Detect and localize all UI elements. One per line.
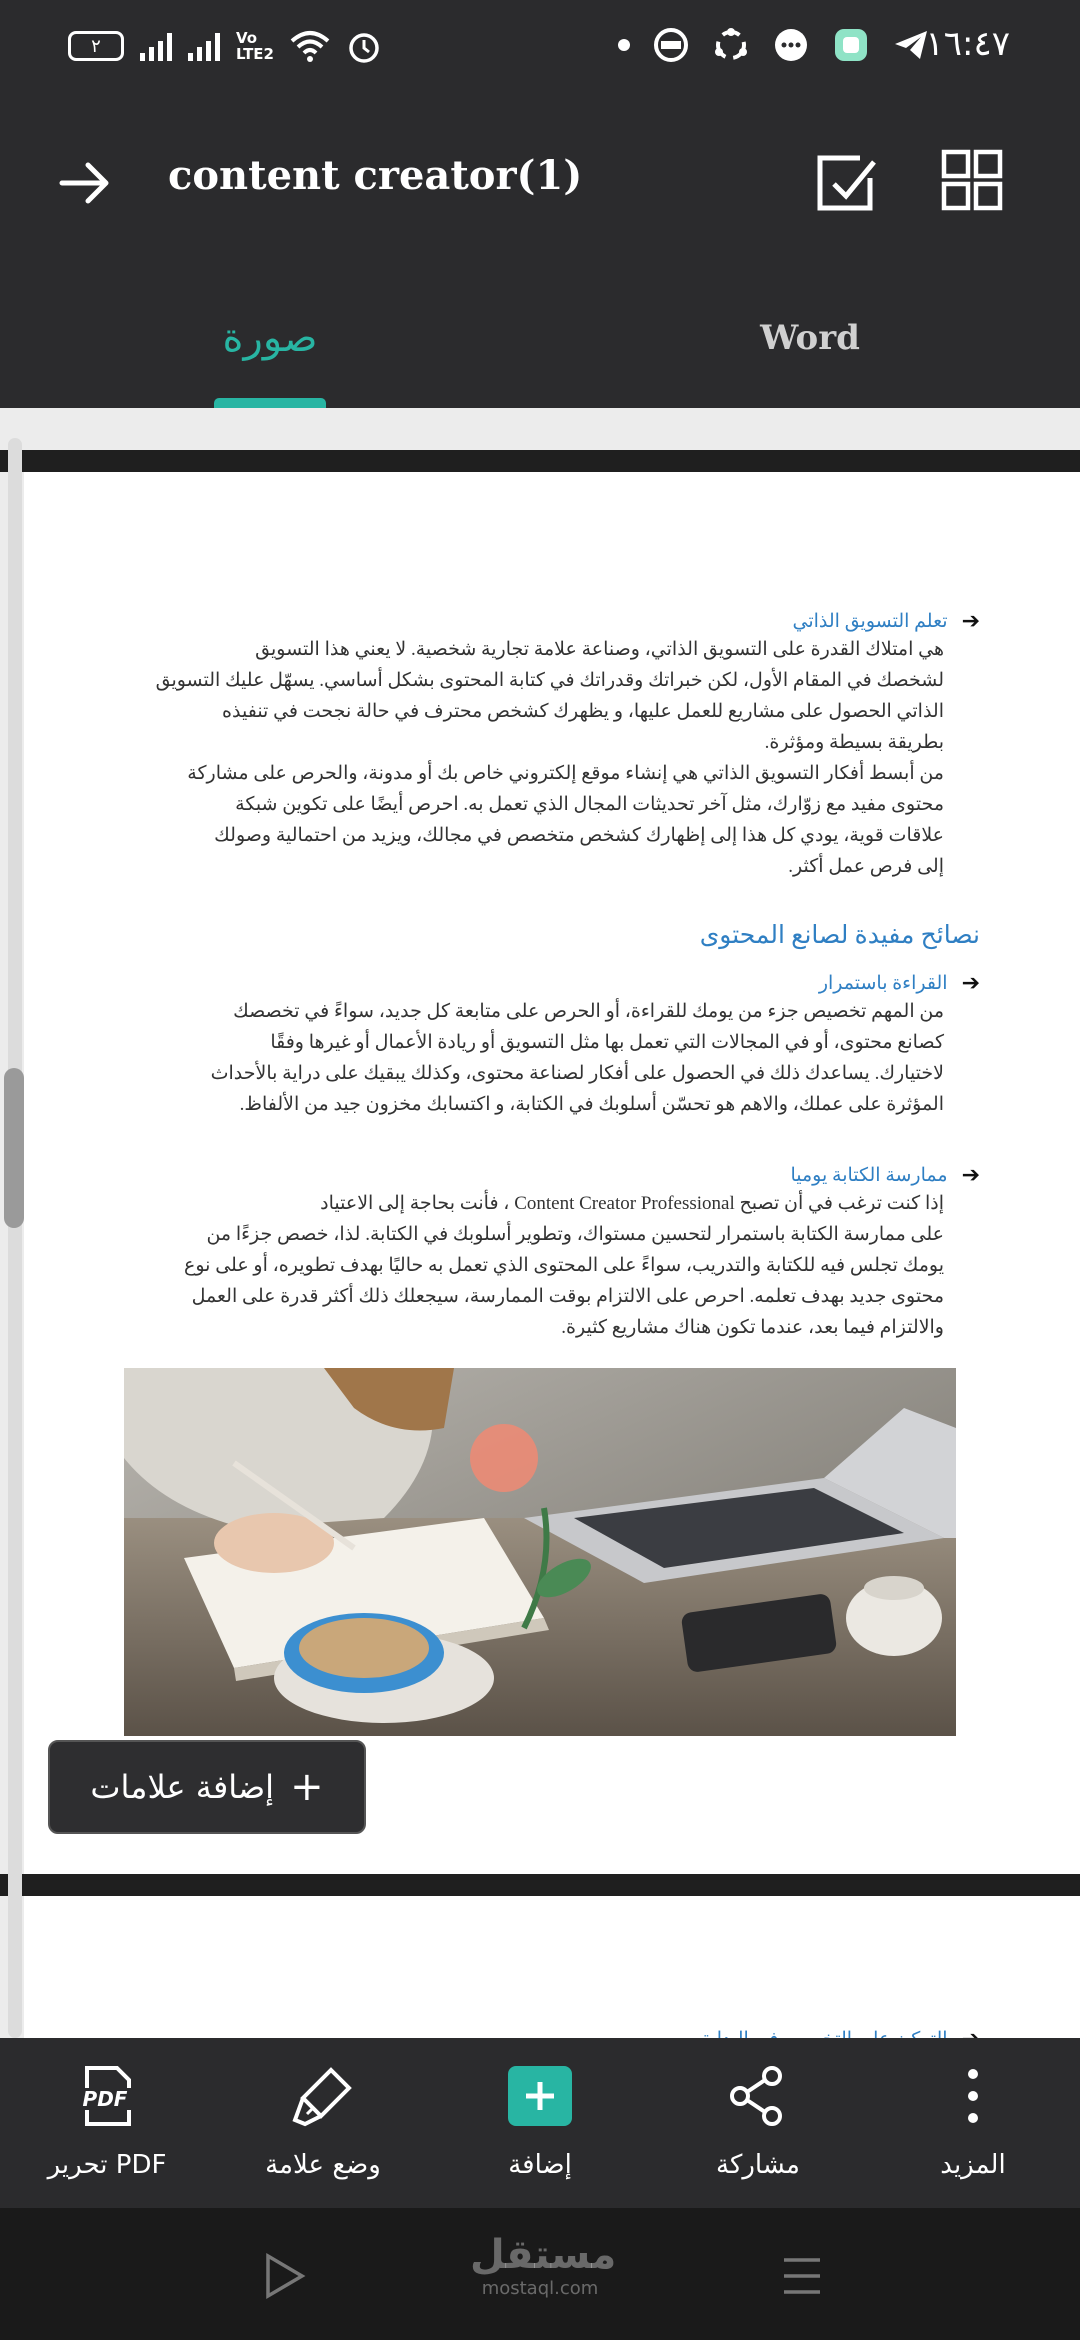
document-title: content creator(1): [168, 152, 583, 199]
pdf-icon-text: PDF: [82, 2087, 128, 2111]
battery-level: ٢: [91, 35, 101, 57]
section-daily-writing: [124, 1162, 980, 1343]
heading-text: ممارسة الكتابة يوميا: [790, 1164, 948, 1186]
text-line: إلى فرص عمل أكثر.: [788, 856, 944, 877]
nav-back-triangle-icon[interactable]: [256, 2248, 312, 2304]
text-line: من أبسط أفكار التسويق الذاتي هي إنشاء موقع إلكتروني خاص بك أو مدونة، والحرص على مشاركة: [187, 763, 944, 784]
text-line: محتوى مفيد مع زوّارك، مثل آخر تحديثات المجال الذي تعمل به. احرص أيضًا على تكوين شبكة: [235, 794, 944, 815]
status-right-icons: [618, 26, 930, 64]
select-check-icon[interactable]: [810, 148, 880, 218]
add-button[interactable]: [445, 2064, 635, 2194]
page-separator: [0, 450, 1080, 472]
text-line: يومك تجلس فيه للكتابة والتدريب، سواءً على المحتوى الذي تعمل به حاليًا بهدف تطويره، أو على نوع: [184, 1255, 944, 1276]
text-line: كصانع محتوى، أو في المجالات التي تعمل بها مثل التسويق أو ريادة الأعمال أو غيرها وفقًا: [270, 1032, 944, 1053]
bullet-arrow-icon: ➔: [961, 1162, 980, 1187]
mark-label: وضع علامة: [265, 2150, 381, 2180]
status-bar: [0, 0, 1080, 96]
system-navigation-bar: [0, 2208, 1080, 2340]
text-line: المؤثرة على عملك، والاهم هو تحسّن أسلوبك في الكتابة، و اكتسابك مخزون جيد من الألفاظ.: [239, 1094, 944, 1115]
text-line: من المهم تخصيص جزء من يومك للقراءة، أو الحرص على متابعة كل جديد، سواءً في تخصصك: [233, 1001, 944, 1022]
text-line: بطريقة بسيطة ومؤثرة.: [764, 732, 944, 753]
chat-icon: [772, 26, 810, 64]
document-photo: [124, 1368, 956, 1736]
bullet-heading: [124, 1162, 980, 1188]
share-label: مشاركة: [716, 2150, 800, 2180]
text-line: إذا كنت ترغب في أن تصبح Content Creator Professional ، فأنت بحاجة إلى الاعتياد: [320, 1193, 944, 1214]
bullet-arrow-icon: ➔: [961, 970, 980, 995]
heading-text: تعلم التسويق الذاتي: [792, 610, 948, 632]
text-line: لشخصك في المقام الأول، لكن خبراتك وقدراتك في كتابة المحتوى بشكل أساسي. يسهّل عليك التسويق: [155, 670, 944, 691]
app-icon: [832, 26, 870, 64]
bullet-heading: [124, 970, 980, 996]
text-line: الذاتي الحصول على مشاريع للعمل عليها، و يظهرك كشخص محترف في حالة نجحت في تنفيذه: [222, 701, 944, 722]
scrollbar-thumb[interactable]: [4, 1068, 24, 1228]
pdf-icon: [75, 2064, 139, 2128]
app-bar: [0, 96, 1080, 268]
more-button[interactable]: [878, 2064, 1068, 2194]
plus-icon: +: [290, 1764, 324, 1810]
active-tab-indicator: [214, 398, 326, 408]
edit-pdf-label: تحرير PDF: [47, 2150, 167, 2180]
text-line: هي امتلاك القدرة على التسويق الذاتي، وصناعة علامة تجارية شخصية. لا يعني هذا التسويق: [255, 639, 944, 660]
section-title-text: نصائح مفيدة لصانع المحتوى: [699, 922, 980, 949]
telegram-icon: [892, 26, 930, 64]
view-tabs: [0, 268, 1080, 408]
hotspot-icon: [652, 26, 690, 64]
nav-menu-icon[interactable]: [774, 2248, 830, 2304]
text-line: محتوى جديد بهدف تعلمه. احرص على الالتزام بوقت الممارسة، سيجعلك ذلك أكثر قدرة على العمل: [191, 1286, 944, 1307]
tab-word[interactable]: Word: [760, 318, 860, 358]
share-button[interactable]: [663, 2064, 853, 2194]
document-page-2: [24, 1896, 1080, 2056]
add-icon: [508, 2064, 572, 2128]
tab-image[interactable]: صورة: [222, 315, 318, 361]
section-title: [124, 920, 980, 950]
edit-pdf-button[interactable]: [12, 2064, 202, 2194]
alarm-icon: [346, 28, 382, 64]
watermark-url: mostaql.com: [481, 2278, 599, 2299]
wifi-icon: [290, 29, 330, 63]
text-line: لاختيارك. يساعدك ذلك في الحصول على أفكار لصناعة محتوى، وكذلك يبقيك على دراية بالأحداث: [210, 1063, 944, 1084]
more-label: المزيد: [940, 2150, 1006, 2180]
battery-icon: [68, 31, 124, 61]
scrollbar-track[interactable]: [8, 438, 22, 2038]
add-tags-label: إضافة علامات: [90, 1768, 275, 1806]
sync-icon: [712, 26, 750, 64]
grid-view-icon[interactable]: [940, 148, 1004, 212]
bottom-toolbar: [0, 2038, 1080, 2208]
volte-icon: Vo LTE2: [236, 29, 274, 63]
bullet-heading: [124, 608, 980, 634]
text-line: على ممارسة الكتابة باستمرار لتحسين مستواك، وتطوير أسلوبك في الكتابة. لذا، خصص جزءًا من: [206, 1224, 944, 1245]
share-icon: [726, 2064, 790, 2128]
page-separator: [0, 1874, 1080, 1896]
text-line: علاقات قوية، يودي كل هذا إلى إظهارك كشخص متخصص في مجالك، ويزيد من احتمالية وصولك: [214, 825, 944, 846]
mark-button[interactable]: [228, 2064, 418, 2194]
add-label: إضافة: [508, 2150, 572, 2180]
signal-icon-2: [188, 31, 220, 61]
watermark-arabic: مستقل: [470, 2232, 617, 2278]
section-reading: [124, 970, 980, 1120]
highlighter-icon: [291, 2064, 355, 2128]
notification-dot-icon: [618, 39, 630, 51]
paragraph: [124, 996, 980, 1120]
heading-text: القراءة باستمرار: [818, 972, 948, 994]
paragraph: [124, 634, 980, 882]
document-page: [24, 472, 1080, 1874]
signal-icon: [140, 31, 172, 61]
watermark: [470, 2232, 617, 2299]
text-line: والالتزام فيما بعد، عندما تكون هناك مشاريع كثيرة.: [561, 1317, 944, 1338]
paragraph: [124, 1188, 980, 1343]
photo-desk-laptop-illustration: [124, 1368, 956, 1736]
back-arrow-icon[interactable]: [50, 148, 120, 218]
add-tags-button[interactable]: [48, 1740, 366, 1834]
more-vertical-icon: [941, 2064, 1005, 2128]
clock: ١٦:٤٧: [925, 24, 1010, 64]
status-left-icons: [68, 28, 382, 64]
section-self-marketing: [124, 608, 980, 882]
bullet-arrow-icon: ➔: [961, 608, 980, 633]
